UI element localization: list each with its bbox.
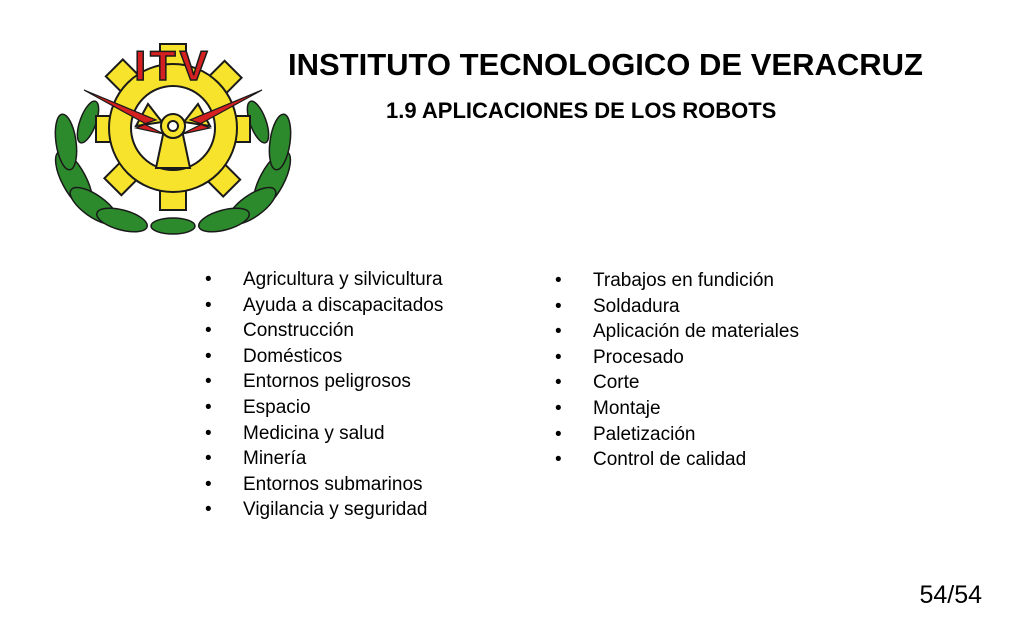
bullet-icon: • <box>555 423 562 445</box>
list-item-text: Soldadura <box>593 295 680 317</box>
bullet-icon: • <box>555 295 562 317</box>
list-item-text: Trabajos en fundición <box>593 270 774 291</box>
bullet-icon: • <box>205 345 212 367</box>
list-item <box>555 268 799 294</box>
applications-list-right <box>555 268 799 473</box>
bullet-icon: • <box>555 270 562 291</box>
bullet-icon: • <box>205 396 212 418</box>
list-item-text: Entornos submarinos <box>243 473 423 495</box>
list-item-text: Control de calidad <box>593 449 747 471</box>
page-number: 54/54 <box>919 581 982 609</box>
list-item <box>555 396 799 422</box>
bullet-icon: • <box>555 372 562 394</box>
applications-list-left <box>205 267 443 523</box>
logo-text: ITV <box>134 42 212 89</box>
page-subtitle: 1.9 APLICACIONES DE LOS ROBOTS <box>386 98 777 123</box>
list-item-text: Domésticos <box>243 345 343 367</box>
bullet-icon: • <box>555 449 562 471</box>
list-item-text: Aplicación de materiales <box>593 321 799 343</box>
list-item <box>205 395 443 421</box>
list-item-text: Espacio <box>243 396 311 418</box>
list-item-text: Agricultura y silvicultura <box>243 269 443 290</box>
list-item-text: Medicina y salud <box>243 422 385 444</box>
list-item <box>205 318 443 344</box>
list-item-text: Corte <box>593 372 640 394</box>
bullet-icon: • <box>555 346 562 368</box>
list-item-text: Vigilancia y seguridad <box>243 499 428 521</box>
bullet-icon: • <box>555 397 562 419</box>
list-item-text: Procesado <box>593 346 684 368</box>
list-item <box>555 294 799 320</box>
list-item <box>555 370 799 396</box>
list-item <box>205 446 443 472</box>
page-title: INSTITUTO TECNOLOGICO DE VERACRUZ <box>288 47 923 82</box>
bullet-icon: • <box>205 371 212 393</box>
list-item-text: Montaje <box>593 397 661 419</box>
list-item <box>205 267 443 293</box>
bullet-icon: • <box>205 320 212 342</box>
list-item-text: Paletización <box>593 423 696 445</box>
list-item <box>555 447 799 473</box>
list-item <box>555 319 799 345</box>
list-item <box>205 472 443 498</box>
list-item-text: Entornos peligrosos <box>243 371 411 393</box>
bullet-icon: • <box>205 473 212 495</box>
list-item <box>205 344 443 370</box>
itv-logo <box>44 30 302 242</box>
bullet-icon: • <box>205 294 212 316</box>
bullet-icon: • <box>205 422 212 444</box>
list-item <box>555 422 799 448</box>
list-item-text: Ayuda a discapacitados <box>243 294 444 316</box>
bullet-icon: • <box>205 499 212 521</box>
bullet-icon: • <box>205 269 212 290</box>
list-item <box>205 421 443 447</box>
bullet-icon: • <box>205 448 212 470</box>
list-item <box>205 497 443 523</box>
bullet-icon: • <box>555 321 562 343</box>
list-item <box>205 293 443 319</box>
list-item-text: Minería <box>243 448 307 470</box>
list-item-text: Construcción <box>243 320 354 342</box>
list-item <box>205 369 443 395</box>
list-item <box>555 345 799 371</box>
